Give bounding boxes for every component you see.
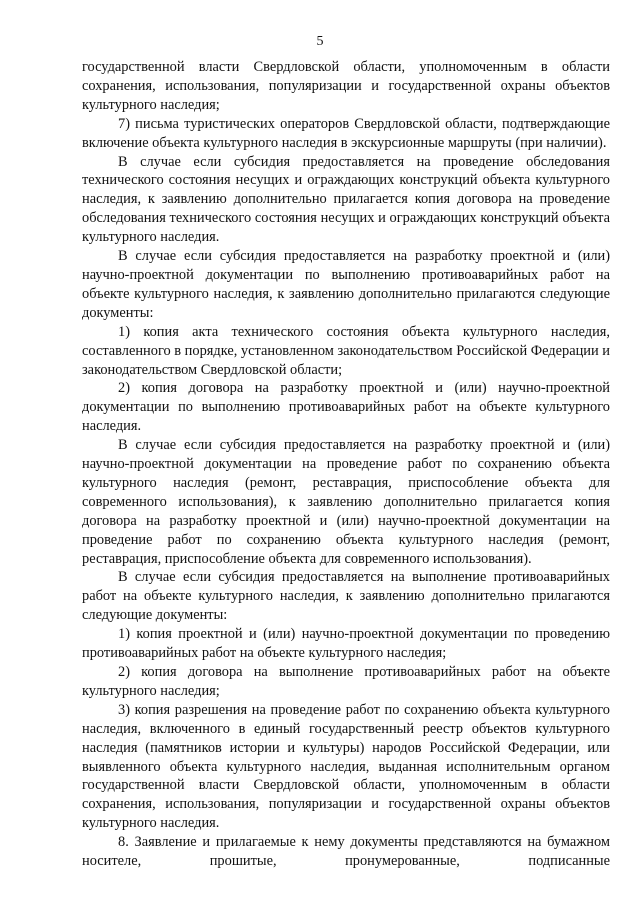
paragraph-emergency-works-subsidy: В случае если субсидия предоставляется на выполнение противоаварийных работ на объекте культурного наследия, к заявлению дополнительно прилагаются следующие документы: [82, 569, 610, 624]
list-item-1-technical-condition-act: 1) копия акта технического состояния объекта культурного наследия, составленного в порядке, установленном законодательством Российской Федерации и законодательством Свердловской области; [82, 323, 611, 378]
document-body [82, 58, 610, 871]
paragraph-preservation-design-subsidy: В случае если субсидия предоставляется на разработку проектной и (или) научно-проектной документации на проведение работ по сохранению объекта культурного наследия (ремонт, реставрация, приспособление объекта для современного использования), к заявлению дополнительно прилагается копия договора на разработку проектной и (или) научно-проектной документации на проведение работ по сохранению объекта культурного наследия (ремонт, реставрация, приспособление объекта для современного использования). [82, 437, 610, 567]
list-item-1-project-documentation: 1) копия проектной и (или) научно-проектной документации по проведению противоаварийных работ на объекте культурного наследия; [82, 626, 610, 662]
page-number: 5 [316, 34, 324, 49]
list-item-3-works-permit: 3) копия разрешения на проведение работ по сохранению объекта культурного наследия, включенного в единый государственный реестр объектов культурного наследия (памятников истории и культуры) народов Российской Федерации, или выявленного объекта культурного наследия, выданная исполнительным органом государственной власти Свердловской области, уполномоченным в области сохранения, использования, популяризации и государственной охраны объектов культурного наследия. [82, 701, 610, 832]
clause-8-application-submission: 8. Заявление и прилагаемые к нему документы представляются на бумажном носителе, прошитые, пронумерованные, подписанные [82, 834, 610, 870]
list-item-2-works-contract: 2) копия договора на выполнение противоаварийных работ на объекте культурного наследия; [82, 664, 610, 699]
list-item-7-tour-operator-letters: 7) письма туристических операторов Свердловской области, подтверждающие включение объекта культурного наследия в экскурсионные маршруты (при наличии). [82, 115, 610, 151]
list-item-2-design-contract: 2) копия договора на разработку проектной и (или) научно-проектной документации по выполнению противоаварийных работ на объекте культурного наследия. [82, 380, 610, 435]
paragraph-inspection-subsidy: В случае если субсидия предоставляется на проведение обследования технического состояния несущих и ограждающих конструкций объекта культурного наследия, к заявлению дополнительно прилагается копия договора на проведение обследования технического состояния несущих и ограждающих конструкций объекта культурного наследия. [82, 153, 610, 246]
paragraph-continuation: государственной власти Свердловской области, уполномоченным в области сохранения, использования, популяризации и государственной охраны объектов культурного наследия; [82, 59, 610, 113]
paragraph-emergency-design-subsidy: В случае если субсидия предоставляется на разработку проектной и (или) научно-проектной документации по выполнению противоаварийных работ на объекте культурного наследия, к заявлению дополнительно прилагаются следующие документы: [82, 248, 610, 321]
